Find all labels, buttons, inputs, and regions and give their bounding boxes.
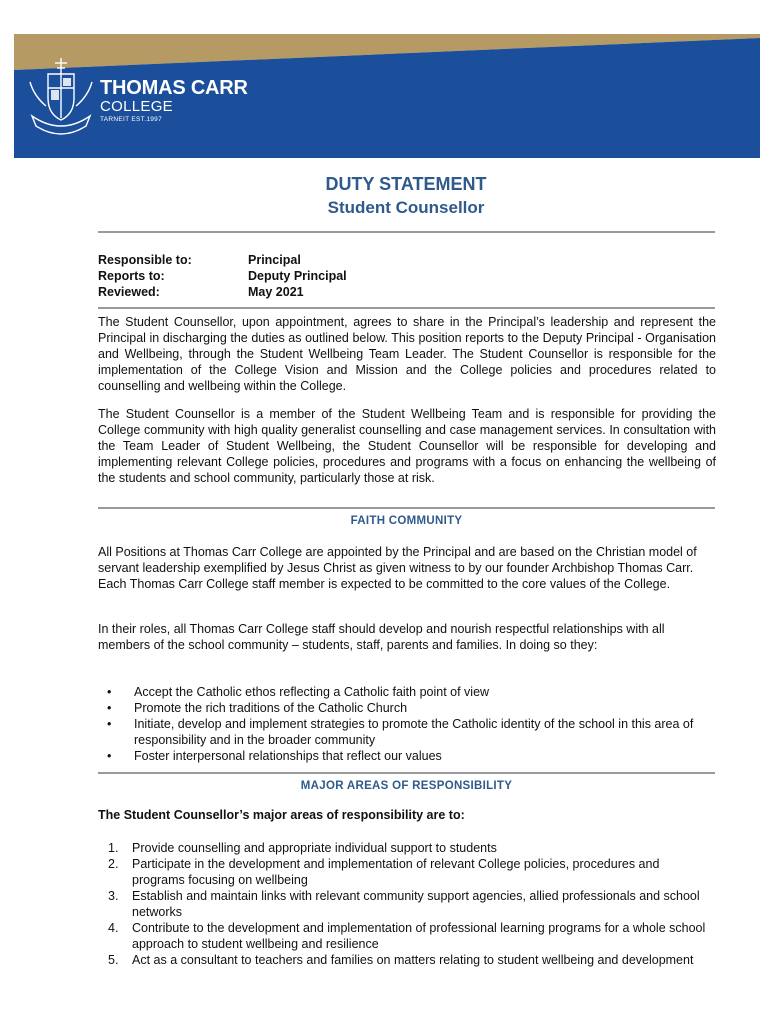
college-crest-logo <box>26 56 96 141</box>
list-item: 3. Establish and maintain links with relevant community support agencies, allied professionals and school networks <box>108 889 700 919</box>
document-title: DUTY STATEMENT <box>325 174 487 194</box>
faith-paragraph-2: In their roles, all Thomas Carr College staff should develop and nourish respectful relationships with all members of the school community – students, staff, parents and families. In doing so they: <box>98 622 665 652</box>
intro-paragraph-1: The Student Counsellor, upon appointment, agrees to share in the Principal’s leadership and represent the Principal in discharging the duties as outlined below. This position reports to the Deputy Principal - Organisation and Wellbeing, through the Student Wellbeing Team Leader. The Student Counsellor is responsible for the implementation of the College Vision and Mission and the College policies and procedures related to counselling and wellbeing within the College. <box>98 315 716 393</box>
list-item: • Foster interpersonal relationships that reflect our values <box>98 748 708 764</box>
divider <box>98 231 715 233</box>
list-item: 5. Act as a consultant to teachers and families on matters relating to student wellbeing and development <box>108 953 694 967</box>
college-word: COLLEGE <box>100 98 173 115</box>
meta-row-responsible: Responsible to: Principal <box>98 253 301 267</box>
list-item: • Initiate, develop and implement strategies to promote the Catholic identity of the school in this area of responsibility and in the broader community <box>98 716 708 748</box>
position-meta <box>98 252 347 300</box>
college-name: THOMAS CARR <box>100 77 248 99</box>
divider <box>98 307 715 309</box>
faith-community-heading: FAITH COMMUNITY <box>350 515 463 527</box>
list-item: 1. Provide counselling and appropriate individual support to students <box>108 841 497 855</box>
meta-row-reports: Reports to: Deputy Principal <box>98 269 347 283</box>
faith-bullet-list <box>98 684 708 764</box>
intro-paragraph-2: The Student Counsellor is a member of the Student Wellbeing Team and is responsible for providing the College community with high quality generalist counselling and case management services. In consultation with the Team Leader of Student Wellbeing, the Student Counsellor will be responsible for developing and implementing relevant College policies, procedures and programs with a focus on enhancing the wellbeing of the students and school community, particularly those at risk. <box>98 407 716 485</box>
list-item: 4. Contribute to the development and implementation of professional learning programs for a whole school approach to student wellbeing and resilience <box>108 921 706 951</box>
list-item: 2. Participate in the development and implementation of relevant College policies, procedures and programs focusing on wellbeing <box>108 857 660 887</box>
responsibilities-intro: The Student Counsellor’s major areas of responsibility are to: <box>98 808 465 822</box>
responsibilities-list <box>98 840 710 968</box>
college-tagline: TARNEIT EST.1997 <box>100 116 162 123</box>
list-item: • Accept the Catholic ethos reflecting a Catholic faith point of view <box>98 684 708 700</box>
college-wordmark <box>100 78 248 124</box>
meta-row-reviewed: Reviewed: May 2021 <box>98 285 304 299</box>
list-item: • Promote the rich traditions of the Catholic Church <box>98 700 708 716</box>
divider <box>98 507 715 509</box>
document-subtitle: Student Counsellor <box>327 198 485 217</box>
responsibilities-heading: MAJOR AREAS OF RESPONSIBILITY <box>300 780 513 792</box>
faith-paragraph-1: All Positions at Thomas Carr College are appointed by the Principal and are based on the Christian model of servant leadership exemplified by Jesus Christ as given witness to by our founder Archbishop Thomas Carr. Each Thomas Carr College staff member is expected to be committed to the core values of the College. <box>98 545 697 591</box>
divider <box>98 772 715 774</box>
